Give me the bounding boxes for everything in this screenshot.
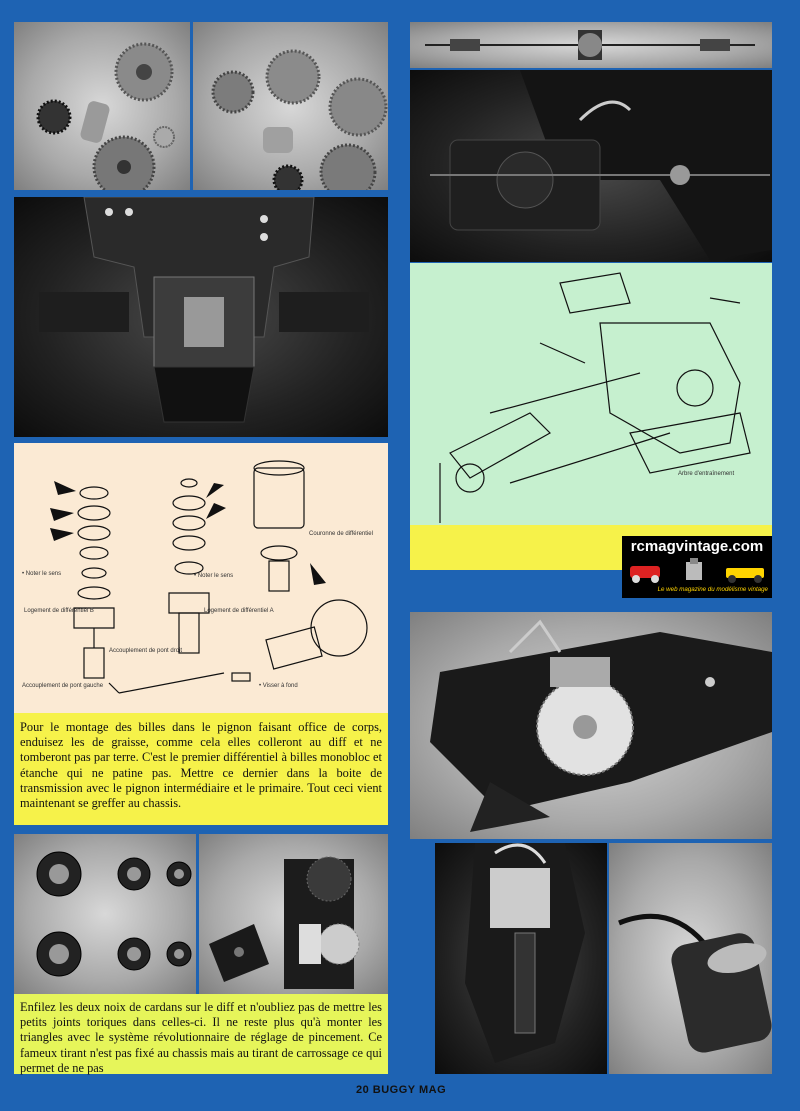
label-visser: • Visser à fond	[259, 683, 298, 689]
chassis-illustration	[14, 197, 388, 437]
gear-chassis-photo	[410, 612, 772, 839]
label-logement-diff-a: Logement de différentiel A	[204, 608, 274, 614]
gears-photo-right	[193, 22, 388, 190]
label-accouplement-gauche: Accouplement de pont gauche	[22, 683, 104, 689]
motor-illustration	[609, 843, 772, 1074]
chassis-line-diagram	[410, 263, 772, 525]
gear-chassis-illustration	[410, 612, 772, 839]
label-noter-sens-1: • Noter le sens	[22, 571, 62, 577]
differential-diagram	[14, 443, 388, 713]
logo-vehicles-icon	[628, 558, 768, 584]
gears-illustration	[14, 22, 190, 190]
chassis-line-drawing	[410, 263, 772, 525]
gears-photo-left	[14, 22, 190, 190]
drive-shaft-illustration	[410, 22, 772, 68]
chassis-photo	[14, 197, 388, 437]
motor-photo	[609, 843, 772, 1074]
rear-chassis-illustration	[410, 70, 772, 262]
label-arbre: Arbre d'entraînement	[678, 471, 735, 477]
suspension-photo	[435, 843, 607, 1074]
label-noter-sens-2: • Noter le sens	[194, 573, 234, 579]
caption-cardans: Enfilez les deux noix de cardans sur le diff et n'oubliez pas de mettre les petits joints toriques dans celles-ci. Il ne reste plus qu'à monter les triangles avec le système révolutionnaire de réglage de pincement. Ce fameux tirant n'est pas fixé au chassis mais au tirant de carrossage ce qui permet de ne pas	[20, 1000, 382, 1075]
rear-chassis-photo	[410, 70, 772, 262]
logo-subtitle: Le web magazine du modélisme vintage	[657, 586, 768, 593]
drive-shaft-photo	[410, 22, 772, 68]
suspension-illustration	[435, 843, 607, 1074]
label-couronne: Couronne de différentiel	[309, 531, 373, 537]
gearbox-illustration	[199, 834, 388, 994]
label-accouplement-droit: Accouplement de pont droit	[109, 648, 183, 654]
gears-illustration-2	[193, 22, 388, 190]
label-logement-diff-b: Logement de différentiel B	[24, 608, 94, 614]
caption-cardans-box	[14, 994, 388, 1074]
gearbox-photo	[199, 834, 388, 994]
caption-diff-box	[14, 713, 388, 825]
site-logo	[622, 536, 772, 598]
bearings-illustration	[14, 834, 196, 994]
logo-title: rcmagvintage.com	[630, 538, 764, 555]
page-footer: 20 BUGGY MAG	[356, 1084, 447, 1096]
bearings-photo	[14, 834, 196, 994]
caption-diff-assembly: Pour le montage des billes dans le pignon faisant office de corps, enduisez les de graisse, comme cela elles colleront au diff et ne tomberont pas par terre. C'est le premier différentiel à billes monobloc et étanche qui ne patine pas. Mettre ce dernier dans la boite de transmission avec le pignon intermédiaire et le primaire. Tout ceci vient maintenant se greffer au chassis.	[20, 720, 382, 811]
